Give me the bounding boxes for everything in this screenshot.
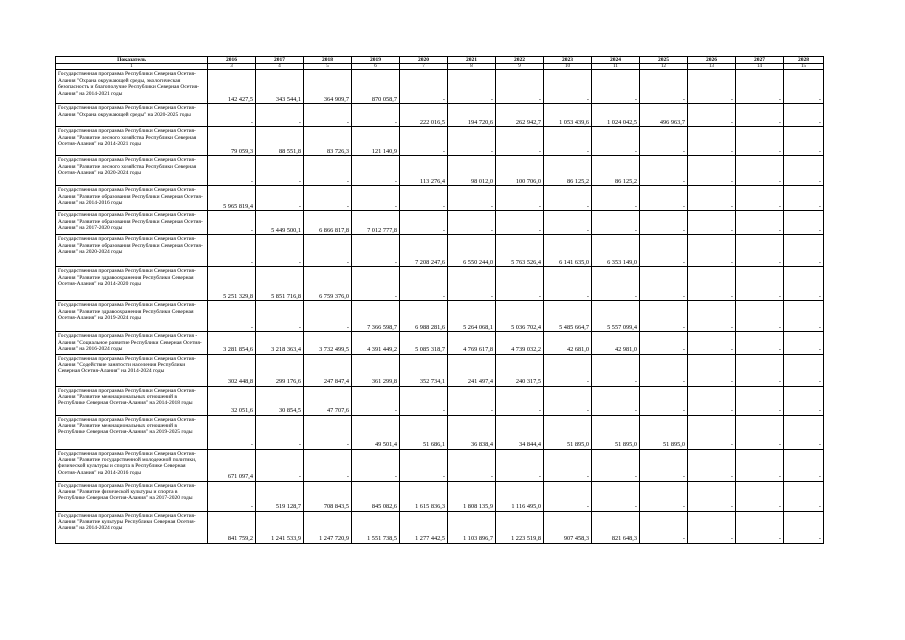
value-cell: - xyxy=(736,267,784,301)
value-cell: - xyxy=(784,186,824,211)
value-cell: - xyxy=(784,511,824,543)
header-year: 2020 xyxy=(400,57,448,64)
value-cell: - xyxy=(784,70,824,104)
value-cell: - xyxy=(208,156,256,186)
value-cell: 3 732 499,5 xyxy=(304,332,352,354)
value-cell: - xyxy=(448,127,496,156)
program-name-cell: Государственная программа Республики Северная Осетия-Алания "Развитие образования Республики Северная Осетия-Алания" на 2020-2024 годы xyxy=(56,235,208,267)
value-cell: - xyxy=(544,449,592,481)
value-cell: 299 176,6 xyxy=(256,354,304,386)
program-name-cell: Государственная программа Республики Северная Осетия-Алания "Развитие межнациональных отношений в Республике Северная Осетия-Алания" на 2019-2025 годы xyxy=(56,415,208,449)
value-cell: - xyxy=(592,127,640,156)
value-cell: 194 720,6 xyxy=(448,104,496,127)
value-cell: - xyxy=(688,415,736,449)
value-cell: - xyxy=(784,235,824,267)
value-cell: 222 016,5 xyxy=(400,104,448,127)
value-cell: 36 838,4 xyxy=(448,415,496,449)
value-cell: - xyxy=(688,156,736,186)
value-cell: - xyxy=(304,235,352,267)
value-cell: - xyxy=(592,386,640,415)
header-year: 2021 xyxy=(448,57,496,64)
header-indicator: Показатель xyxy=(56,57,208,64)
column-number: 15 xyxy=(784,64,824,70)
value-cell: - xyxy=(544,70,592,104)
value-cell: - xyxy=(304,449,352,481)
value-cell: 1 551 738,5 xyxy=(352,511,400,543)
value-cell: - xyxy=(736,415,784,449)
value-cell: - xyxy=(592,211,640,235)
value-cell: - xyxy=(496,186,544,211)
value-cell: - xyxy=(352,186,400,211)
table-row xyxy=(56,354,824,386)
value-cell: - xyxy=(736,354,784,386)
value-cell: 821 648,3 xyxy=(592,511,640,543)
value-cell: 51 895,0 xyxy=(544,415,592,449)
program-name-cell: Государственная программа Республики Северная Осетия-Алания "Развитие физической культуры и спорта в Республике Северная Осетия-Алания" на 2017-2020 годы xyxy=(56,481,208,511)
value-cell: - xyxy=(736,127,784,156)
value-cell: 5 251 329,8 xyxy=(208,267,256,301)
value-cell: - xyxy=(640,127,688,156)
value-cell: - xyxy=(640,332,688,354)
value-cell: - xyxy=(784,301,824,332)
column-number: 13 xyxy=(688,64,736,70)
value-cell: - xyxy=(784,332,824,354)
value-cell: - xyxy=(352,156,400,186)
value-cell: 5 763 526,4 xyxy=(496,235,544,267)
header-year: 2025 xyxy=(640,57,688,64)
table-row xyxy=(56,104,824,127)
value-cell: 121 140,9 xyxy=(352,127,400,156)
value-cell: - xyxy=(736,449,784,481)
value-cell: - xyxy=(256,235,304,267)
value-cell: 1 247 720,9 xyxy=(304,511,352,543)
value-cell: 361 299,8 xyxy=(352,354,400,386)
value-cell: 32 051,6 xyxy=(208,386,256,415)
table-row xyxy=(56,267,824,301)
value-cell: - xyxy=(400,211,448,235)
value-cell: 51 895,0 xyxy=(592,415,640,449)
program-name-cell: Государственная программа Республики Северная Осетия-Алания "Развитие культуры Республики Северная Осетия-Алания" на 2014-2024 годы xyxy=(56,511,208,543)
value-cell: 5 036 702,4 xyxy=(496,301,544,332)
value-cell: - xyxy=(640,156,688,186)
value-cell: 262 942,7 xyxy=(496,104,544,127)
value-cell: - xyxy=(304,301,352,332)
header-year: 2023 xyxy=(544,57,592,64)
value-cell: - xyxy=(736,481,784,511)
value-cell: - xyxy=(736,301,784,332)
value-cell: 4 391 449,2 xyxy=(352,332,400,354)
header-year: 2028 xyxy=(784,57,824,64)
value-cell: - xyxy=(208,415,256,449)
value-cell: - xyxy=(784,415,824,449)
value-cell: - xyxy=(448,267,496,301)
value-cell: - xyxy=(688,511,736,543)
value-cell: 86 125,2 xyxy=(592,156,640,186)
column-number: 11 xyxy=(592,64,640,70)
value-cell: - xyxy=(736,386,784,415)
value-cell: - xyxy=(640,481,688,511)
value-cell: - xyxy=(496,70,544,104)
value-cell: - xyxy=(640,386,688,415)
value-cell: - xyxy=(688,267,736,301)
value-cell: 5 085 318,7 xyxy=(400,332,448,354)
value-cell: 49 501,4 xyxy=(352,415,400,449)
value-cell: 51 895,0 xyxy=(640,415,688,449)
value-cell: 7 208 247,6 xyxy=(400,235,448,267)
value-cell: 86 125,2 xyxy=(544,156,592,186)
header-year: 2024 xyxy=(592,57,640,64)
value-cell: - xyxy=(688,301,736,332)
value-cell: 343 544,1 xyxy=(256,70,304,104)
table-row xyxy=(56,70,824,104)
value-cell: 88 551,8 xyxy=(256,127,304,156)
value-cell: - xyxy=(208,235,256,267)
value-cell: - xyxy=(544,127,592,156)
value-cell: - xyxy=(304,156,352,186)
value-cell: 6 759 376,0 xyxy=(304,267,352,301)
value-cell: 496 963,7 xyxy=(640,104,688,127)
value-cell: - xyxy=(640,186,688,211)
value-cell: - xyxy=(736,511,784,543)
value-cell: - xyxy=(400,449,448,481)
program-name-cell: Государственная программа Республики Северная Осетия-Алания "Развитие образования Республики Северная Осетия-Алания" на 2017-2020 годы xyxy=(56,211,208,235)
value-cell: - xyxy=(304,186,352,211)
value-cell: - xyxy=(304,415,352,449)
value-cell: - xyxy=(784,127,824,156)
value-cell: - xyxy=(688,386,736,415)
table-row xyxy=(56,481,824,511)
value-cell: - xyxy=(592,267,640,301)
value-cell: - xyxy=(208,481,256,511)
value-cell: - xyxy=(448,186,496,211)
value-cell: 1 116 495,0 xyxy=(496,481,544,511)
value-cell: - xyxy=(352,104,400,127)
header-year: 2022 xyxy=(496,57,544,64)
table-row xyxy=(56,186,824,211)
column-number: 7 xyxy=(400,64,448,70)
table-row xyxy=(56,449,824,481)
program-name-cell: Государственная программа Республики Северная Осетия-Алания "Развитие здравоохранения Республики Северная Осетия-Алания" на 2014-2020 годы xyxy=(56,267,208,301)
value-cell: - xyxy=(592,481,640,511)
value-cell: 5 851 716,8 xyxy=(256,267,304,301)
value-cell: - xyxy=(544,386,592,415)
value-cell: - xyxy=(784,481,824,511)
program-name-cell: Государственная программа Республики Северная Осетия-Алания "Содействие занятости населения Республики Северная Осетия-Алания" на 2014-2024 годы xyxy=(56,354,208,386)
value-cell: 51 686,1 xyxy=(400,415,448,449)
value-cell: - xyxy=(496,127,544,156)
value-cell: - xyxy=(736,104,784,127)
value-cell: - xyxy=(400,386,448,415)
value-cell: - xyxy=(784,211,824,235)
value-cell: 5 965 819,4 xyxy=(208,186,256,211)
program-name-cell: Государственная программа Республики Северная Осетия-Алания "Развитие государственной молодежной политики, физической культуры и спорта в Республике Северная Осетия-Алания" на 2014-2016 годы xyxy=(56,449,208,481)
value-cell: - xyxy=(352,235,400,267)
value-cell: - xyxy=(256,449,304,481)
value-cell: - xyxy=(256,186,304,211)
value-cell: - xyxy=(784,449,824,481)
value-cell: 7 366 598,7 xyxy=(352,301,400,332)
value-cell: - xyxy=(544,267,592,301)
value-cell: - xyxy=(688,235,736,267)
table-row xyxy=(56,386,824,415)
value-cell: - xyxy=(544,481,592,511)
column-number: 8 xyxy=(448,64,496,70)
value-cell: 6 550 244,0 xyxy=(448,235,496,267)
value-cell: 83 726,3 xyxy=(304,127,352,156)
header-year: 2027 xyxy=(736,57,784,64)
column-number: 6 xyxy=(352,64,400,70)
program-name-cell: Государственная программа Республики Северная Осетия-Алания "Развитие образования Республики Северная Осетия-Алания" на 2014-2016 годы xyxy=(56,186,208,211)
value-cell: - xyxy=(640,211,688,235)
programs-table xyxy=(55,56,824,544)
value-cell: 870 058,7 xyxy=(352,70,400,104)
value-cell: - xyxy=(688,104,736,127)
column-number: 5 xyxy=(304,64,352,70)
table-row xyxy=(56,415,824,449)
value-cell: 247 847,4 xyxy=(304,354,352,386)
value-cell: - xyxy=(256,104,304,127)
program-name-cell: Государственная программа Республики Северная Осетия-Алания "Охрана окружающей среды, экологическая безопасность и благополучие Республики Северная Осетия-Алания" на 2014-2021 годы xyxy=(56,70,208,104)
value-cell: - xyxy=(208,104,256,127)
program-name-cell: Государственная программа Республики Северная Осетия-Алания "Развитие лесного хозяйства Республики Северная Осетия-Алания" на 2020-2024 годы xyxy=(56,156,208,186)
header-year: 2017 xyxy=(256,57,304,64)
value-cell: - xyxy=(208,301,256,332)
value-cell: 845 082,6 xyxy=(352,481,400,511)
value-cell: - xyxy=(688,332,736,354)
value-cell: - xyxy=(400,70,448,104)
value-cell: 1 277 442,5 xyxy=(400,511,448,543)
column-number: 14 xyxy=(736,64,784,70)
value-cell: - xyxy=(784,156,824,186)
value-cell: - xyxy=(496,211,544,235)
value-cell: - xyxy=(688,211,736,235)
value-cell: - xyxy=(304,104,352,127)
column-number: 10 xyxy=(544,64,592,70)
value-cell: - xyxy=(256,415,304,449)
program-name-cell: Государственная программа Республики Северная Осетия-Алания "Развитие межнациональных отношений в Республике Северная Осетия-Алания" на 2014-2018 годы xyxy=(56,386,208,415)
value-cell: - xyxy=(448,386,496,415)
value-cell: - xyxy=(352,267,400,301)
value-cell: 241 497,4 xyxy=(448,354,496,386)
value-cell: 42 681,0 xyxy=(544,332,592,354)
value-cell: - xyxy=(208,211,256,235)
value-cell: - xyxy=(544,354,592,386)
value-cell: - xyxy=(688,70,736,104)
value-cell: - xyxy=(736,235,784,267)
value-cell: 42 981,0 xyxy=(592,332,640,354)
value-cell: 6 353 149,0 xyxy=(592,235,640,267)
value-cell: - xyxy=(736,211,784,235)
value-cell: 3 281 854,6 xyxy=(208,332,256,354)
value-cell: - xyxy=(448,449,496,481)
value-cell: 1 024 042,5 xyxy=(592,104,640,127)
value-cell: 302 448,8 xyxy=(208,354,256,386)
value-cell: 3 218 363,4 xyxy=(256,332,304,354)
value-cell: - xyxy=(688,481,736,511)
value-cell: - xyxy=(592,449,640,481)
value-cell: - xyxy=(592,354,640,386)
value-cell: - xyxy=(496,267,544,301)
value-cell: 5 264 068,1 xyxy=(448,301,496,332)
value-cell: - xyxy=(688,354,736,386)
program-name-cell: Государственная программа Республики Северная Осетия-Алания "Охрана окружающей среды" на 2020-2025 годы xyxy=(56,104,208,127)
value-cell: 1 241 533,9 xyxy=(256,511,304,543)
value-cell: - xyxy=(592,70,640,104)
table-row xyxy=(56,301,824,332)
document-sheet xyxy=(55,56,824,544)
table-row xyxy=(56,156,824,186)
value-cell: 5 557 099,4 xyxy=(592,301,640,332)
value-cell: 5 485 664,7 xyxy=(544,301,592,332)
value-cell: 1 808 135,9 xyxy=(448,481,496,511)
value-cell: - xyxy=(640,354,688,386)
value-cell: - xyxy=(640,511,688,543)
value-cell: 30 854,5 xyxy=(256,386,304,415)
value-cell: 6 141 635,0 xyxy=(544,235,592,267)
value-cell: - xyxy=(784,267,824,301)
value-cell: - xyxy=(256,301,304,332)
value-cell: 142 427,5 xyxy=(208,70,256,104)
value-cell: - xyxy=(736,156,784,186)
value-cell: - xyxy=(544,186,592,211)
value-cell: 708 843,5 xyxy=(304,481,352,511)
value-cell: - xyxy=(736,70,784,104)
value-cell: 6 866 817,8 xyxy=(304,211,352,235)
value-cell: 47 707,6 xyxy=(304,386,352,415)
value-cell: - xyxy=(496,449,544,481)
program-name-cell: Государственная программа Республики Северная Осетия-Алания "Развитие здравоохранения Республики Северная Осетия-Алания" на 2019-2024 годы xyxy=(56,301,208,332)
value-cell: 100 706,0 xyxy=(496,156,544,186)
header-year: 2018 xyxy=(304,57,352,64)
column-number: 3 xyxy=(208,64,256,70)
value-cell: - xyxy=(400,127,448,156)
value-cell: 113 276,4 xyxy=(400,156,448,186)
value-cell: 4 769 617,8 xyxy=(448,332,496,354)
value-cell: - xyxy=(784,354,824,386)
value-cell: - xyxy=(400,267,448,301)
value-cell: - xyxy=(448,70,496,104)
value-cell: - xyxy=(496,386,544,415)
value-cell: 240 317,5 xyxy=(496,354,544,386)
value-cell: 1 103 896,7 xyxy=(448,511,496,543)
value-cell: - xyxy=(448,211,496,235)
value-cell: - xyxy=(640,70,688,104)
value-cell: 352 734,1 xyxy=(400,354,448,386)
value-cell: 519 128,7 xyxy=(256,481,304,511)
header-year: 2016 xyxy=(208,57,256,64)
value-cell: - xyxy=(784,104,824,127)
header-row xyxy=(56,57,824,64)
value-cell: 98 012,0 xyxy=(448,156,496,186)
header-year: 2019 xyxy=(352,57,400,64)
value-cell: - xyxy=(784,386,824,415)
column-number: 9 xyxy=(496,64,544,70)
table-row xyxy=(56,127,824,156)
value-cell: - xyxy=(640,449,688,481)
header-year: 2026 xyxy=(688,57,736,64)
value-cell: - xyxy=(544,211,592,235)
value-cell: - xyxy=(736,332,784,354)
value-cell: - xyxy=(688,449,736,481)
value-cell: 364 909,7 xyxy=(304,70,352,104)
table-row xyxy=(56,332,824,354)
value-cell: - xyxy=(688,127,736,156)
value-cell: 6 988 281,6 xyxy=(400,301,448,332)
value-cell: - xyxy=(640,301,688,332)
value-cell: 5 449 500,1 xyxy=(256,211,304,235)
value-cell: - xyxy=(352,449,400,481)
value-cell: 1 223 519,8 xyxy=(496,511,544,543)
value-cell: 907 458,3 xyxy=(544,511,592,543)
value-cell: - xyxy=(640,235,688,267)
value-cell: 671 097,4 xyxy=(208,449,256,481)
table-row xyxy=(56,511,824,543)
column-number: 12 xyxy=(640,64,688,70)
table-row xyxy=(56,235,824,267)
value-cell: - xyxy=(592,186,640,211)
program-name-cell: Государственная программа Республики Северная Осетия - Алания "Социальное развитие Республики Северная Осетия-Алания" на 2016-2024 годы xyxy=(56,332,208,354)
value-cell: - xyxy=(352,386,400,415)
value-cell: 79 059,3 xyxy=(208,127,256,156)
value-cell: 34 844,4 xyxy=(496,415,544,449)
program-name-cell: Государственная программа Республики Северная Осетия-Алания "Развитие лесного хозяйства Республики Северная Осетия-Алания" на 2014-2021 годы xyxy=(56,127,208,156)
column-number: 4 xyxy=(256,64,304,70)
table-row xyxy=(56,211,824,235)
value-cell: 4 739 032,2 xyxy=(496,332,544,354)
value-cell: 7 012 777,8 xyxy=(352,211,400,235)
column-number: 1 xyxy=(56,64,208,70)
value-cell: 1 053 439,6 xyxy=(544,104,592,127)
value-cell: - xyxy=(736,186,784,211)
value-cell: - xyxy=(400,186,448,211)
value-cell: - xyxy=(256,156,304,186)
value-cell: 1 615 836,3 xyxy=(400,481,448,511)
value-cell: 841 759,2 xyxy=(208,511,256,543)
value-cell: - xyxy=(640,267,688,301)
value-cell: - xyxy=(688,186,736,211)
